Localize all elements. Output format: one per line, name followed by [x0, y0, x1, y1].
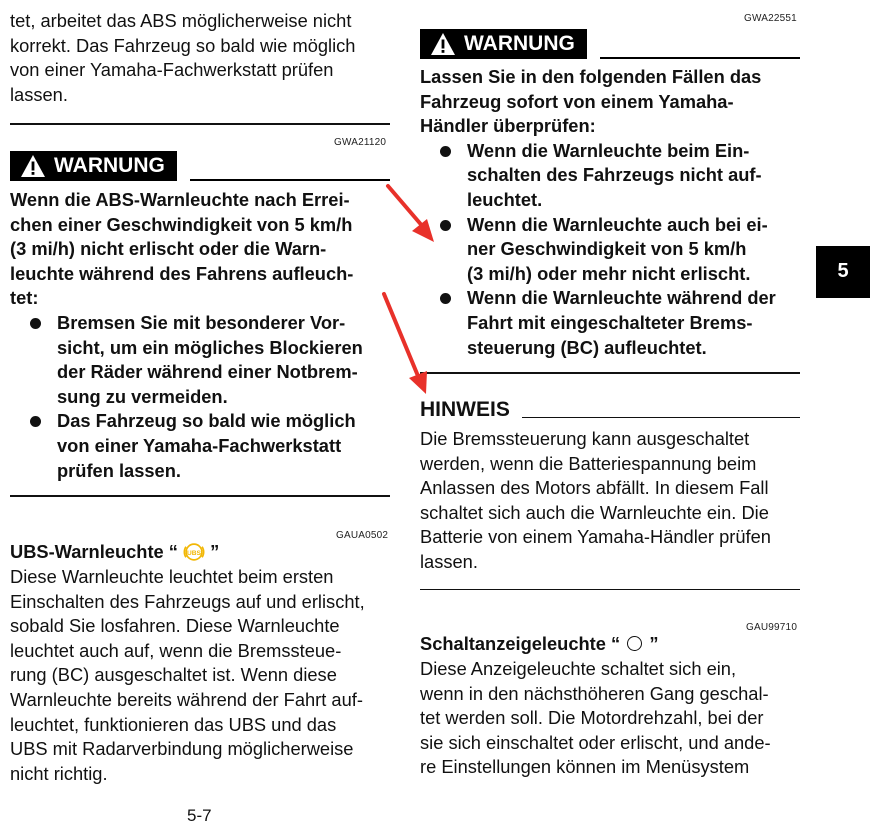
hinweis-line: schaltet sich auch die Warnleuchte ein. Die [420, 501, 769, 523]
intro-line: korrekt. Das Fahrzeug so bald wie möglich [10, 34, 356, 56]
ubs-warning-icon [183, 541, 205, 563]
warning-label-box [10, 151, 177, 181]
warning-label: WARNUNG [54, 154, 165, 177]
hinweis-line: Die Bremssteuerung kann ausgeschaltet [420, 428, 750, 449]
bullet-dot [30, 416, 41, 427]
ubs-line: UBS mit Radarverbindung möglicherweise [10, 738, 354, 760]
hinweis-line: werden, wenn die Batteriespannung beim [420, 452, 757, 474]
list-item-line: steuerung (BC) aufleuchtet. [467, 336, 707, 358]
warning-line: Wenn die ABS-Warnleuchte nach Errei- [10, 189, 350, 210]
bullet-dot [440, 293, 451, 304]
section-divider [420, 589, 800, 590]
ubs-line: Diese Warnleuchte leuchtet beim ersten [10, 566, 334, 587]
list-item [420, 139, 804, 213]
list-item [420, 213, 804, 287]
warning-triangle-icon [20, 154, 46, 178]
ubs-line: sobald Sie losfahren. Diese Warnleuchte [10, 615, 340, 637]
warning-code: GWA21120 [334, 137, 387, 148]
ubs-paragraph [10, 565, 392, 786]
warning-label-box [420, 29, 587, 59]
list-item-line: Bremsen Sie mit besonderer Vor- [57, 311, 346, 333]
list-item-line: sung zu vermeiden. [57, 385, 228, 407]
list-item-line: Wenn die Warnleuchte auch bei ei- [467, 213, 768, 235]
warning-triangle-icon [430, 32, 456, 56]
schalt-title-prefix: Schaltanzeigeleuchte “ [420, 633, 621, 654]
intro-line: von einer Yamaha-Fachwerkstatt prüfen [10, 59, 334, 81]
ubs-line: nicht richtig. [10, 762, 108, 784]
schalt-paragraph [420, 657, 804, 780]
ubs-line: Warnleuchte bereits während der Fahrt auf- [10, 688, 363, 710]
list-item-line: Wenn die Warnleuchte beim Ein- [467, 139, 750, 161]
schalt-section-title [420, 632, 658, 656]
warning-line: Lassen Sie in den folgenden Fällen das [420, 66, 762, 87]
ubs-line: rung (BC) ausgeschaltet ist. Wenn diese [10, 664, 337, 686]
list-item-line: ner Geschwindigkeit von 5 km/h [467, 238, 747, 260]
bullet-dot [440, 146, 451, 157]
ubs-title-suffix: ” [210, 541, 220, 562]
list-item-line: Das Fahrzeug so bald wie möglich [57, 410, 356, 432]
schalt-section-code: GAU99710 [746, 622, 798, 633]
hinweis-paragraph [420, 427, 804, 575]
intro-line: lassen. [10, 83, 68, 105]
list-item-line: Fahrt mit eingeschalteter Brems- [467, 311, 753, 333]
ubs-line: Einschalten des Fahrzeugs auf und erlischt, [10, 590, 365, 612]
list-item-line: leuchtet. [467, 188, 543, 210]
list-item-line: Wenn die Warnleuchte während der [467, 287, 776, 309]
bullet-dot [440, 220, 451, 231]
ubs-icon-text: UBS [187, 549, 201, 557]
warning-line: tet: [10, 287, 39, 309]
list-item-line: schalten des Fahrzeugs nicht auf- [467, 164, 762, 186]
annotation-arrow-upper [388, 186, 424, 228]
warning-label: WARNUNG [464, 32, 575, 55]
ubs-section-title [10, 540, 219, 564]
warning-header-line [600, 57, 800, 59]
annotation-arrowhead-lower [409, 371, 427, 394]
section-divider [10, 123, 390, 125]
warning-line: leuchte während des Fahrens aufleuch- [10, 262, 354, 284]
list-item-line: von einer Yamaha-Fachwerkstatt [57, 434, 342, 456]
schalt-title-suffix: ” [649, 633, 659, 654]
warning-body [10, 188, 392, 483]
warning-header-line [190, 179, 390, 181]
warning-code: GWA22551 [744, 13, 797, 24]
list-item-line: der Räder während einer Notbrem- [57, 361, 358, 383]
warning-line: chen einer Geschwindigkeit von 5 km/h [10, 213, 353, 235]
warning-body [420, 65, 804, 360]
hinweis-title: HINWEIS [420, 398, 510, 421]
list-item-line: (3 mi/h) oder mehr nicht erlischt. [467, 262, 751, 284]
schalt-line: sie sich einschaltet oder erlischt, und ande- [420, 731, 771, 753]
ubs-section-code: GAUA0502 [336, 530, 389, 541]
hinweis-line: lassen. [420, 550, 478, 572]
schalt-line: wenn in den nächsthöheren Gang geschal- [420, 682, 769, 704]
hinweis-line: Anlassen des Motors abfällt. In diesem Fall [420, 477, 769, 499]
warning-header [10, 151, 390, 181]
list-item-line: sicht, um ein mögliches Blockieren [57, 336, 363, 358]
shift-indicator-icon [627, 636, 642, 651]
intro-line: tet, arbeitet das ABS möglicherweise nicht [10, 10, 352, 31]
ubs-line: leuchtet, funktionieren das UBS und das [10, 713, 337, 735]
ubs-title-prefix: UBS-Warnleuchte “ [10, 541, 178, 562]
schalt-line: re Einstellungen können im Menüsystem [420, 756, 750, 778]
warning-line: Händler überprüfen: [420, 115, 596, 137]
chapter-tab: 5 [816, 246, 870, 298]
warning-bullet-list [10, 311, 392, 483]
ubs-line: leuchtet auch auf, wenn die Bremssteue- [10, 639, 342, 661]
page-number: 5-7 [187, 806, 212, 825]
warning-bottom-rule [10, 495, 390, 497]
bullet-dot [30, 318, 41, 329]
warning-bottom-rule [420, 372, 800, 374]
warning-header [420, 29, 800, 59]
warning-line: (3 mi/h) nicht erlischt oder die Warn- [10, 238, 327, 260]
schalt-line: Diese Anzeigeleuchte schaltet sich ein, [420, 658, 737, 679]
hinweis-header-line [522, 417, 800, 418]
warning-line: Fahrzeug sofort von einem Yamaha- [420, 90, 734, 112]
hinweis-line: Batterie von einem Yamaha-Händler prüfen [420, 526, 771, 548]
list-item [10, 311, 392, 409]
schalt-line: tet werden soll. Die Motordrehzahl, bei der [420, 707, 764, 729]
warning-bullet-list [420, 139, 804, 360]
list-item [10, 409, 392, 483]
intro-paragraph [10, 9, 392, 107]
list-item-line: prüfen lassen. [57, 459, 181, 481]
list-item [420, 286, 804, 360]
